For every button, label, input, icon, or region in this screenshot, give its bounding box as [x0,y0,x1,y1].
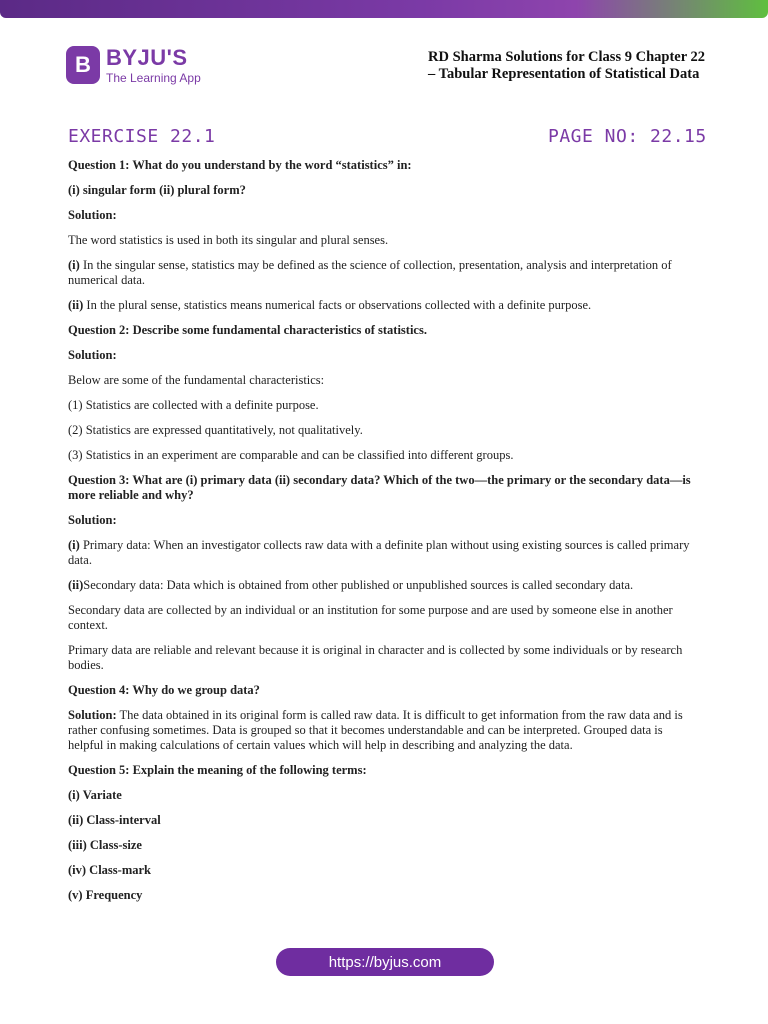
answer-3-i [68,538,696,568]
question-5-item-ii: (ii) Class-interval [68,813,161,827]
answer-3-i-label: (i) [68,538,80,552]
question-5-item-i: (i) Variate [68,788,122,802]
answer-1-ii-text: In the plural sense, statistics means numerical facts or observations collected with a definite purpose. [83,298,592,312]
question-2: Question 2: Describe some fundamental characteristics of statistics. [68,323,427,337]
answer-3-ii [68,578,696,593]
answer-3-para-2: Primary data are reliable and relevant because it is original in character and is collected by some individuals or by research bodies. [68,643,683,672]
answer-2-item-1: (1) Statistics are collected with a definite purpose. [68,398,319,412]
answer-4-text: The data obtained in its original form is called raw data. It is difficult to get information from the raw data and is rather confusing sometimes. Data is grouped so that it becomes understandable and can be interpreted. Grouped data is helpful in making calculations of certain values which will help in describing and analyzing the data. [68,708,683,752]
answer-1-i-text: In the singular sense, statistics may be defined as the science of collection, presentation, analysis and interpretation of numerical data. [68,258,672,287]
byjus-logo [66,42,236,88]
answer-3-i-text: Primary data: When an investigator collects raw data with a definite plan without using existing sources is called primary data. [68,538,690,567]
exercise-heading: EXERCISE 22.1 [68,126,216,147]
answer-3-ii-text: Secondary data: Data which is obtained from other published or unpublished sources is called secondary data. [83,578,634,592]
question-5-item-iii: (iii) Class-size [68,838,142,852]
answer-3-para-1: Secondary data are collected by an individual or an institution for some purpose and are used by someone else in another context. [68,603,673,632]
question-5-item-v: (v) Frequency [68,888,143,902]
question-3: Question 3: What are (i) primary data (ii) secondary data? Which of the two—the primary or the secondary data—is more reliable and why? [68,473,691,502]
question-1: Question 1: What do you understand by the word “statistics” in: [68,158,412,172]
question-5: Question 5: Explain the meaning of the following terms: [68,763,367,777]
solution-3-label: Solution: [68,513,117,527]
answer-2-item-3: (3) Statistics in an experiment are comparable and can be classified into different groups. [68,448,514,462]
question-1-sub: (i) singular form (ii) plural form? [68,183,246,197]
solution-1-label: Solution: [68,208,117,222]
answer-2-item-2: (2) Statistics are expressed quantitatively, not qualitatively. [68,423,363,437]
logo-name: BYJU'S [106,44,188,70]
solution-4-label: Solution: [68,708,117,722]
document-title [428,49,728,83]
document-title-line2: – Tabular Representation of Statistical Data [428,66,700,82]
question-4: Question 4: Why do we group data? [68,683,260,697]
answer-3-ii-label: (ii) [68,578,84,592]
answer-1-ii-label: (ii) [68,298,84,312]
document-title-line1: RD Sharma Solutions for Class 9 Chapter 22 [428,49,706,65]
answer-1-i [68,258,696,288]
answer-2-intro: Below are some of the fundamental characteristics: [68,373,325,387]
solution-2-label: Solution: [68,348,117,362]
top-accent-bar [0,0,768,18]
logo-tagline: The Learning App [106,70,201,85]
logo-badge-icon: B [66,46,100,84]
answer-4 [68,708,696,753]
answer-1-intro: The word statistics is used in both its singular and plural senses. [68,233,389,247]
page-number: PAGE NO: 22.15 [548,126,707,147]
footer-url-link[interactable]: https://byjus.com [276,948,494,976]
question-5-item-iv: (iv) Class-mark [68,863,151,877]
answer-1-ii [68,298,696,313]
answer-1-i-label: (i) [68,258,80,272]
document-body [68,158,696,913]
